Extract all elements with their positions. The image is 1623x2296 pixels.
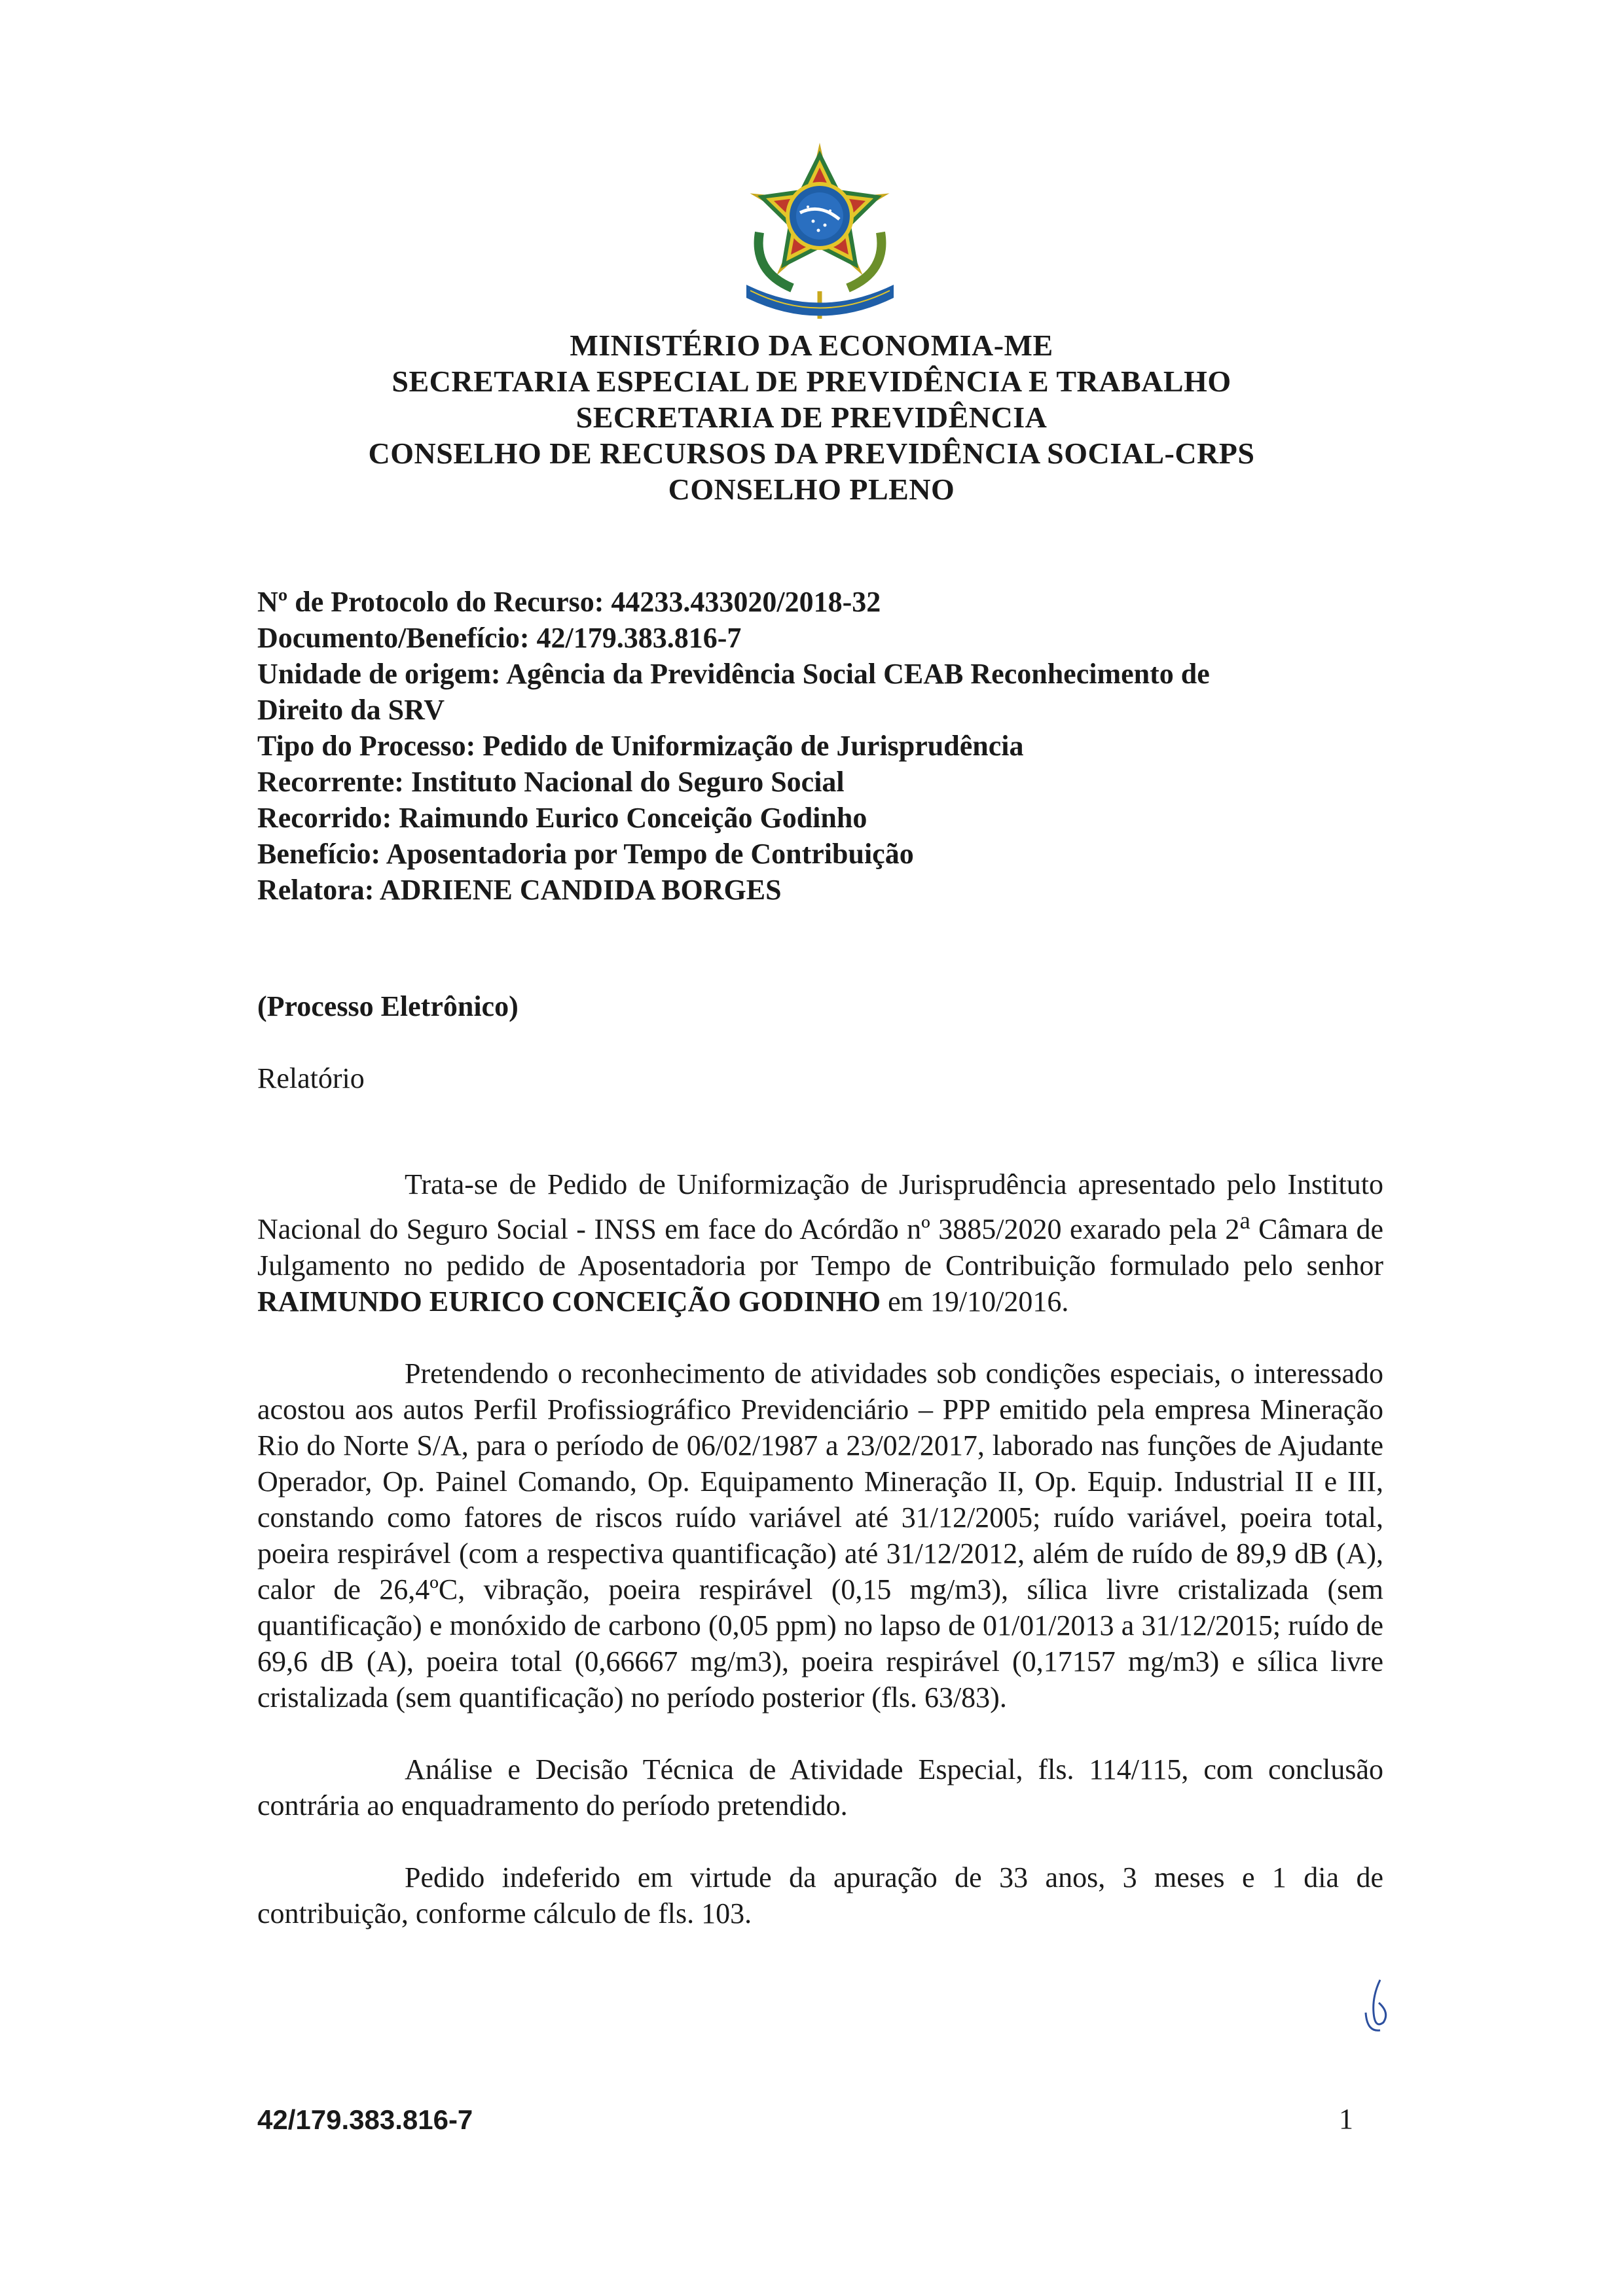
origin-unit-line2: Direito da SRV — [257, 694, 445, 726]
rapporteur: Relatora: ADRIENE CANDIDA BORGES — [257, 874, 782, 906]
paragraph-2: Pretendendo o reconhecimento de atividades sob condições especiais, o interessado acostou aos autos Perfil Profissiográfico Previdenciário – PPP emitido pela empresa Mineração Rio do Norte S/A, para o período de 06/02/1987 a 23/02/2017, laborado nas funções de Ajudante Operador, Op. Painel Comando, Op. Equipamento Mineração II, Op. Equip. Industrial II e III, constando como fatores de riscos ruído variável até 31/12/2005; ruído variável, poeira total, poeira respirável (com a respectiva quantificação) até 31/12/2012, além de ruído de 89,9 dB (A), calor de 26,4ºC, vibração, poeira respirável (0,15 mg/m3), sílica livre cristalizada (sem quantificação) e monóxido de carbono (0,05 ppm) no lapso de 01/01/2013 a 31/12/2015; ruído de 69,6 dB (A), poeira total (0,66667 mg/m3), poeira respirável (0,17157 mg/m3) e sílica livre cristalizada (sem quantificação) no período posterior (fls. 63/83). — [257, 1357, 1383, 1713]
process-metadata — [257, 584, 1383, 908]
report-heading: Relatório — [257, 1062, 365, 1094]
footer-document-number: 42/179.383.816-7 — [257, 2104, 473, 2135]
paragraph-4: Pedido indeferido em virtude da apuração de 33 anos, 3 meses e 1 dia de contribuição, conforme cálculo de fls. 103. — [257, 1861, 1383, 1929]
process-type: Tipo do Processo: Pedido de Uniformização de Jurisprudência — [257, 730, 1024, 762]
paragraph-1-text-b: Câmara de Julgamento no pedido de Aposentadoria por Tempo de Contribuição formulado pelo senhor — [257, 1213, 1383, 1282]
institution-header — [0, 327, 1623, 507]
paragraph-1-text-a: Trata-se de Pedido de Uniformização de Jurisprudência apresentado pelo Instituto Nacional do Seguro Social - INSS em face do Acórdão nº 3885/2020 exarado pela 2 — [257, 1168, 1383, 1246]
protocol-number: Nº de Protocolo do Recurso: 44233.433020/2018-32 — [257, 586, 881, 618]
header-secretariat: SECRETARIA DE PREVIDÊNCIA — [575, 401, 1048, 434]
appellee: Recorrido: Raimundo Eurico Conceição Godinho — [257, 802, 867, 834]
header-ministry: MINISTÉRIO DA ECONOMIA-ME — [570, 329, 1053, 362]
paragraph-1-text-c: em 19/10/2016. — [881, 1285, 1069, 1318]
initials-signature — [1360, 1977, 1393, 2036]
paragraph-1 — [257, 1166, 1383, 1319]
page-number: 1 — [1339, 2103, 1353, 2135]
ordinal-superscript: a — [1239, 1207, 1250, 1234]
benefit-type: Benefício: Aposentadoria por Tempo de Contribuição — [257, 838, 914, 870]
header-council: CONSELHO DE RECURSOS DA PREVIDÊNCIA SOCIAL-CRPS — [368, 437, 1255, 470]
brazil-coat-of-arms-emblem — [733, 141, 907, 327]
applicant-name: RAIMUNDO EURICO CONCEIÇÃO GODINHO — [257, 1285, 881, 1318]
electronic-process-label: (Processo Eletrônico) — [257, 990, 519, 1022]
appellant: Recorrente: Instituto Nacional do Seguro Social — [257, 766, 845, 798]
header-special-secretariat: SECRETARIA ESPECIAL DE PREVIDÊNCIA E TRABALHO — [392, 365, 1231, 398]
document-benefit-number: Documento/Benefício: 42/179.383.816-7 — [257, 622, 742, 654]
origin-unit-line1: Unidade de origem: Agência da Previdência Social CEAB Reconhecimento de — [257, 658, 1210, 690]
paragraph-3: Análise e Decisão Técnica de Atividade Especial, fls. 114/115, com conclusão contrária ao enquadramento do período pretendido. — [257, 1753, 1383, 1821]
report-body — [257, 1166, 1383, 1967]
header-plenary: CONSELHO PLENO — [668, 473, 955, 506]
